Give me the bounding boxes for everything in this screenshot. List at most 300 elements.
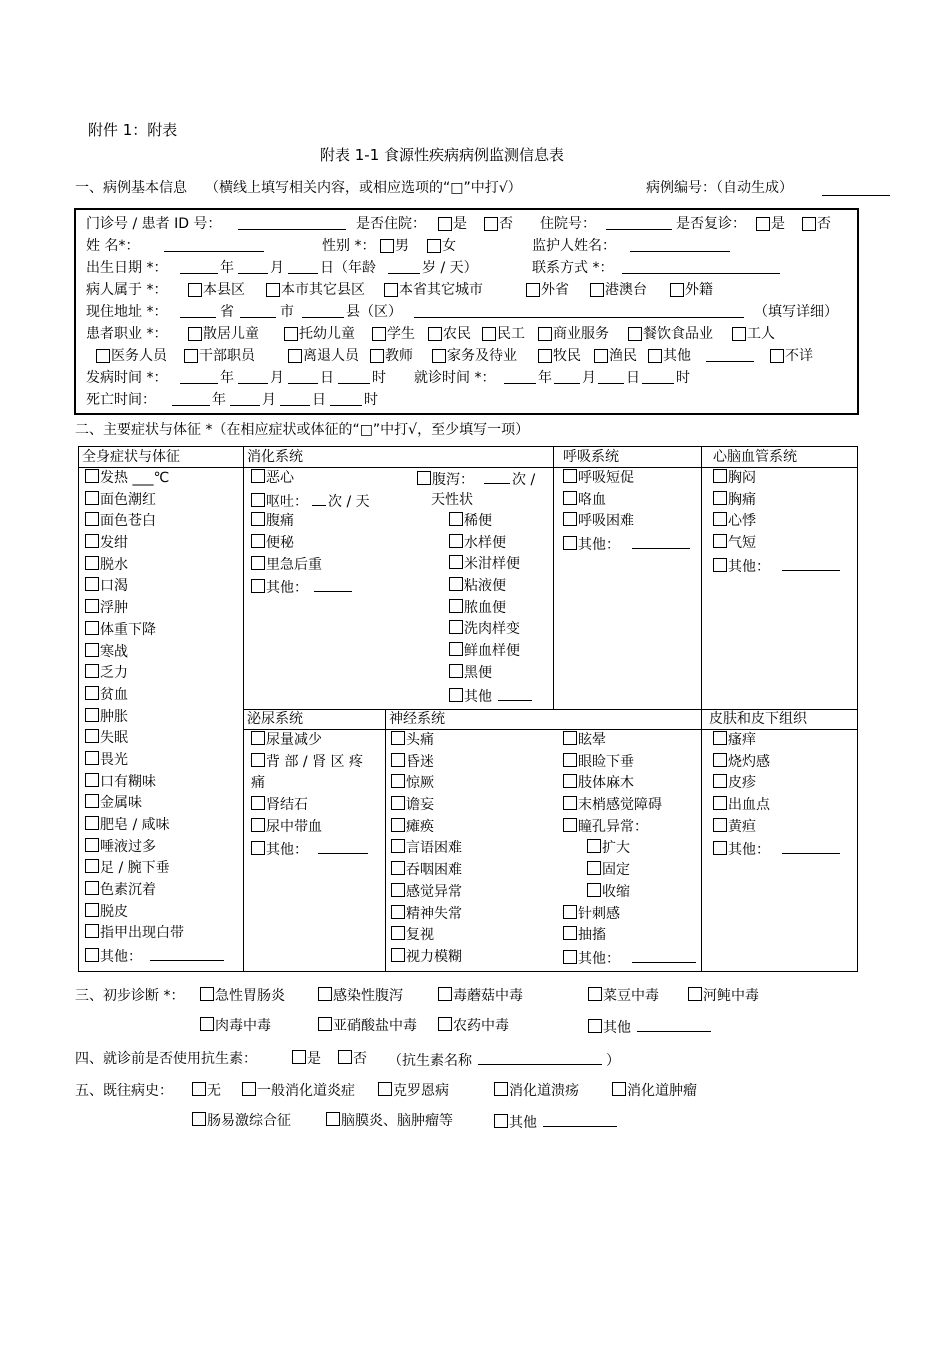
- history-other-field[interactable]: [543, 1111, 617, 1127]
- birth-month-field[interactable]: [238, 258, 268, 274]
- occupation-label-item: 商业服务: [553, 326, 609, 342]
- symptom-checkbox[interactable]: [449, 620, 463, 634]
- symptom-checkbox[interactable]: [587, 861, 601, 875]
- symptom-checkbox[interactable]: [85, 816, 99, 830]
- symptom-checkbox[interactable]: [85, 794, 99, 808]
- symptom-label: 精神失常: [406, 905, 462, 922]
- symptom-item: [449, 554, 532, 576]
- symptom-checkbox[interactable]: [85, 751, 99, 765]
- occupation-checkbox[interactable]: [370, 349, 384, 363]
- symptom-checkbox[interactable]: [85, 859, 99, 873]
- symptom-checkbox[interactable]: [713, 796, 727, 810]
- symptom-label: 其他：: [728, 842, 770, 859]
- occupation-checkbox[interactable]: [482, 327, 496, 341]
- history-option: [326, 1111, 453, 1131]
- address-city-field[interactable]: [240, 302, 276, 318]
- symptom-item: [251, 730, 368, 752]
- symptom-checkbox[interactable]: [563, 950, 577, 964]
- symptom-checkbox[interactable]: [391, 774, 405, 788]
- symptom-checkbox[interactable]: [85, 708, 99, 722]
- visit-hour-field[interactable]: [642, 368, 674, 384]
- symptom-checkbox[interactable]: [85, 621, 99, 635]
- symptoms-table: [78, 446, 858, 972]
- visit-day-unit: 日: [626, 370, 640, 386]
- symptom-label: 寒战: [100, 643, 128, 660]
- symptom-label: 稀便: [464, 513, 492, 529]
- birth-year-field[interactable]: [180, 258, 218, 274]
- diagnosis-option: [200, 1016, 271, 1036]
- symptom-label: 感觉异常: [406, 883, 462, 900]
- symptom-item: [391, 947, 462, 969]
- symptom-item: [251, 817, 368, 839]
- occupation-checkbox[interactable]: [288, 349, 302, 363]
- symptom-label: 体重下降: [100, 621, 156, 638]
- symptom-item: [713, 511, 840, 533]
- occupation-checkbox[interactable]: [372, 327, 386, 341]
- visit-hour-unit: 时: [676, 370, 690, 386]
- sex-male-checkbox[interactable]: [380, 239, 394, 253]
- symptom-checkbox[interactable]: [391, 905, 405, 919]
- symptom-checkbox[interactable]: [391, 948, 405, 962]
- section1-heading: 一、病例基本信息: [75, 180, 187, 196]
- symptom-checkbox[interactable]: [563, 469, 577, 483]
- symptom-item: [449, 685, 532, 707]
- residency-opt-label: 本省其它城市: [399, 282, 483, 298]
- urinary-other-field[interactable]: [318, 838, 368, 854]
- visit-year-field[interactable]: [504, 368, 536, 384]
- symptom-checkbox[interactable]: [587, 839, 601, 853]
- antibiotic-name-field[interactable]: [478, 1049, 602, 1065]
- antibiotic-yes-checkbox[interactable]: [292, 1050, 306, 1064]
- occupation-checkbox[interactable]: [188, 327, 202, 341]
- symptom-label: 其他：: [266, 580, 308, 597]
- diagnosis-checkbox[interactable]: [438, 1017, 452, 1031]
- diagnosis-option: [688, 986, 759, 1006]
- contact-field[interactable]: [622, 258, 780, 274]
- symptom-item: [563, 533, 690, 555]
- symptom-checkbox[interactable]: [563, 536, 577, 550]
- history-checkbox[interactable]: [192, 1112, 206, 1126]
- residency-opt-checkbox[interactable]: [266, 283, 280, 297]
- revisit-no-checkbox[interactable]: [802, 217, 816, 231]
- diagnosis-label: 菜豆中毒: [603, 988, 659, 1004]
- death-year-field[interactable]: [172, 390, 210, 406]
- occupation-checkbox[interactable]: [432, 349, 446, 363]
- symptom-checkbox[interactable]: [85, 664, 99, 678]
- sex-male-label: 男: [395, 238, 409, 254]
- symptom-checkbox[interactable]: [85, 643, 99, 657]
- symptom-checkbox[interactable]: [449, 688, 463, 702]
- symptom-item: [391, 730, 462, 752]
- symptom-label: 其他: [464, 688, 492, 705]
- history-checkbox[interactable]: [242, 1082, 256, 1096]
- symptom-item: [251, 795, 368, 817]
- symptom-item: [85, 576, 224, 598]
- symptom-checkbox[interactable]: [713, 512, 727, 526]
- occupation-label-item: 工人: [747, 326, 775, 342]
- hospitalized-no-label: 否: [499, 216, 513, 232]
- symptom-checkbox[interactable]: [391, 818, 405, 832]
- sex-female-checkbox[interactable]: [427, 239, 441, 253]
- symptom-checkbox[interactable]: [449, 555, 463, 569]
- section4-heading: 四、就诊前是否使用抗生素：: [75, 1051, 257, 1067]
- symptom-label: 里急后重: [266, 556, 322, 573]
- respiratory-other-field[interactable]: [632, 533, 690, 549]
- address-province-unit: 省: [220, 304, 234, 320]
- symptom-checkbox[interactable]: [391, 731, 405, 745]
- symptom-checkbox[interactable]: [251, 512, 265, 526]
- history-checkbox[interactable]: [612, 1082, 626, 1096]
- diagnosis-option: [200, 986, 285, 1006]
- address-province-field[interactable]: [180, 302, 216, 318]
- onset-label: 发病时间 *：: [86, 370, 168, 386]
- address-county-field[interactable]: [302, 302, 344, 318]
- symptom-checkbox[interactable]: [85, 773, 99, 787]
- symptom-label: 瞳孔异常：: [578, 818, 648, 835]
- death-day-field[interactable]: [280, 390, 310, 406]
- occupation-label-item: 餐饮食品业: [643, 326, 713, 342]
- grid-line: [385, 709, 386, 971]
- symptom-label: 固定: [602, 862, 630, 879]
- occupation-checkbox[interactable]: [594, 349, 608, 363]
- diarrhea-count-field[interactable]: [484, 468, 510, 484]
- onset-year-field[interactable]: [180, 368, 218, 384]
- history-checkbox[interactable]: [494, 1082, 508, 1096]
- symptom-checkbox[interactable]: [563, 512, 577, 526]
- hospitalized-yes-label: 是: [453, 216, 467, 232]
- symptom-label: 其他：: [266, 842, 308, 859]
- diagnosis-checkbox[interactable]: [318, 987, 332, 1001]
- residency-opt-checkbox[interactable]: [384, 283, 398, 297]
- digestive-other-field[interactable]: [314, 576, 352, 592]
- occupation-label-item: 离退人员: [303, 348, 359, 364]
- diagnosis-option: [438, 1016, 509, 1036]
- symptom-item: [391, 882, 462, 904]
- occupation-other-field[interactable]: [706, 346, 754, 362]
- attachment-label: 附件 1：附表: [88, 121, 178, 139]
- symptom-item: [85, 707, 224, 729]
- symptom-checkbox[interactable]: [85, 948, 99, 962]
- diagnosis-checkbox[interactable]: [688, 987, 702, 1001]
- residency-opt-checkbox[interactable]: [670, 283, 684, 297]
- antibiotic-no-checkbox[interactable]: [338, 1050, 352, 1064]
- symptom-item: [449, 598, 532, 620]
- symptom-checkbox[interactable]: [449, 512, 463, 526]
- symptom-checkbox[interactable]: [391, 839, 405, 853]
- symptom-checkbox[interactable]: [563, 491, 577, 505]
- symptom-checkbox[interactable]: [85, 512, 99, 526]
- case-number-label: 病例编号：（自动生成）: [646, 180, 793, 196]
- symptom-item: [449, 619, 532, 641]
- symptom-checkbox[interactable]: [449, 534, 463, 548]
- symptom-checkbox[interactable]: [251, 731, 265, 745]
- revisit-yes-checkbox[interactable]: [756, 217, 770, 231]
- symptom-checkbox[interactable]: [713, 558, 727, 572]
- history-option: [612, 1081, 697, 1101]
- history-checkbox[interactable]: [378, 1082, 392, 1096]
- death-hour-field[interactable]: [330, 390, 362, 406]
- symptom-label: 惊厥: [406, 775, 434, 792]
- cardio-other-field[interactable]: [782, 555, 840, 571]
- symptom-checkbox[interactable]: [85, 599, 99, 613]
- symptom-checkbox[interactable]: [713, 753, 727, 767]
- hospital-number-field[interactable]: [606, 214, 672, 230]
- occupation-unknown-checkbox[interactable]: [770, 349, 784, 363]
- symptom-checkbox[interactable]: [251, 818, 265, 832]
- symptom-label: 米泔样便: [464, 556, 520, 573]
- antibiotic-name-close: ）: [606, 1053, 620, 1069]
- birth-day-field[interactable]: [288, 258, 318, 274]
- symptom-label: 发绀: [100, 535, 128, 552]
- occupation-label-item: 农民: [443, 326, 471, 342]
- symptom-checkbox[interactable]: [85, 491, 99, 505]
- onset-day-field[interactable]: [288, 368, 318, 384]
- symptom-checkbox[interactable]: [563, 774, 577, 788]
- revisit-yes-label: 是: [771, 216, 785, 232]
- death-month-field[interactable]: [230, 390, 260, 406]
- symptom-label: 粘液便: [464, 578, 506, 595]
- symptom-item: [85, 511, 224, 533]
- occupation-checkbox[interactable]: [284, 327, 298, 341]
- onset-month-field[interactable]: [238, 368, 268, 384]
- revisit-no-label: 否: [817, 216, 831, 232]
- history-option: [192, 1081, 221, 1101]
- occupation-label-item: 民工: [497, 326, 525, 342]
- symptom-label: 黑便: [464, 664, 492, 681]
- diagnosis-checkbox[interactable]: [588, 1019, 602, 1033]
- symptom-checkbox[interactable]: [563, 818, 577, 832]
- diagnosis-other-field[interactable]: [637, 1016, 711, 1032]
- symptom-item: [713, 817, 840, 839]
- name-field[interactable]: [164, 236, 264, 252]
- symptom-checkbox[interactable]: [713, 469, 727, 483]
- symptom-checkbox[interactable]: [251, 556, 265, 570]
- birth-label: 出生日期 *：: [86, 260, 168, 276]
- symptom-checkbox[interactable]: [449, 599, 463, 613]
- onset-day-unit: 日: [320, 370, 334, 386]
- symptom-checkbox[interactable]: [563, 753, 577, 767]
- visit-day-field[interactable]: [598, 368, 624, 384]
- general-list: [85, 468, 224, 967]
- symptom-label: 口渴: [100, 578, 128, 595]
- history-checkbox[interactable]: [326, 1112, 340, 1126]
- diagnosis-checkbox[interactable]: [438, 987, 452, 1001]
- history-checkbox[interactable]: [494, 1114, 508, 1128]
- symptom-label: 复视: [406, 927, 434, 944]
- symptom-checkbox[interactable]: [713, 731, 727, 745]
- symptom-item: [563, 490, 690, 512]
- nervous-other-field[interactable]: [632, 947, 696, 963]
- symptom-item: [251, 838, 368, 860]
- diagnosis-checkbox[interactable]: [318, 1017, 332, 1031]
- symptom-checkbox[interactable]: [391, 883, 405, 897]
- occupation-checkbox[interactable]: [628, 327, 642, 341]
- symptom-checkbox[interactable]: [713, 774, 727, 788]
- symptom-label: 呼吸困难: [578, 513, 634, 530]
- symptom-checkbox[interactable]: [563, 926, 577, 940]
- symptom-checkbox[interactable]: [587, 883, 601, 897]
- symptom-checkbox[interactable]: [251, 534, 265, 548]
- symptom-checkbox[interactable]: [85, 469, 99, 483]
- symptom-item: [85, 923, 224, 945]
- hospitalized-no-checkbox[interactable]: [484, 217, 498, 231]
- onset-year-unit: 年: [220, 370, 234, 386]
- symptom-label: 瘙痒: [728, 732, 756, 748]
- diagnosis-checkbox[interactable]: [200, 1017, 214, 1031]
- symptom-label: 头痛: [406, 732, 434, 748]
- address-detail-field[interactable]: [414, 302, 744, 318]
- diagnosis-option: [588, 986, 659, 1006]
- basic-info-box: [74, 208, 859, 415]
- symptom-label: 畏光: [100, 751, 128, 768]
- respiratory-header: 呼吸系统: [563, 449, 619, 465]
- symptom-checkbox[interactable]: [563, 796, 577, 810]
- symptom-item: [85, 642, 224, 664]
- diagnosis-label: 亚硝酸盐中毒: [333, 1018, 417, 1034]
- vomit-count-field[interactable]: [312, 490, 326, 506]
- occupation-label-item: 教师: [385, 348, 413, 364]
- symptom-checkbox[interactable]: [449, 664, 463, 678]
- symptom-checkbox[interactable]: [391, 861, 405, 875]
- symptom-label: 吞咽困难: [406, 862, 462, 879]
- symptom-item: [563, 947, 696, 969]
- death-year-unit: 年: [212, 392, 226, 408]
- antibiotic-name-label: （抗生素名称: [388, 1053, 472, 1069]
- residency-opt-label: 港澳台: [605, 282, 647, 298]
- symptom-checkbox[interactable]: [251, 579, 265, 593]
- diagnosis-checkbox[interactable]: [588, 987, 602, 1001]
- symptom-checkbox[interactable]: [251, 841, 265, 855]
- occupation-label-item: 牧民: [553, 348, 581, 364]
- symptom-label: 气短: [728, 535, 756, 552]
- symptom-checkbox[interactable]: [563, 905, 577, 919]
- symptom-checkbox[interactable]: [85, 903, 99, 917]
- symptom-label: 面色潮红: [100, 491, 156, 508]
- symptom-label: 指甲出现白带: [100, 925, 184, 942]
- visit-month-field[interactable]: [554, 368, 580, 384]
- history-label: 消化道肿瘤: [627, 1083, 697, 1099]
- symptom-checkbox[interactable]: [563, 731, 577, 745]
- symptom-checkbox[interactable]: [391, 926, 405, 940]
- occupation-checkbox[interactable]: [648, 349, 662, 363]
- symptom-item: [85, 490, 224, 512]
- symptom-checkbox[interactable]: [85, 686, 99, 700]
- symptom-checkbox[interactable]: [391, 796, 405, 810]
- symptom-item: [85, 620, 224, 642]
- residency-opt-checkbox[interactable]: [526, 283, 540, 297]
- symptom-checkbox[interactable]: [713, 818, 727, 832]
- symptom-label: 视力模糊: [406, 948, 462, 965]
- symptom-checkbox[interactable]: [391, 753, 405, 767]
- symptom-checkbox[interactable]: [251, 753, 265, 767]
- occupation-checkbox[interactable]: [732, 327, 746, 341]
- symptom-label: 贫血: [100, 686, 128, 703]
- section1-note: （横线上填写相关内容，或相应选项的“□”中打√）: [205, 180, 522, 196]
- diagnosis-label: 河鲀中毒: [703, 988, 759, 1004]
- symptom-item: [85, 945, 224, 967]
- symptom-checkbox[interactable]: [449, 642, 463, 656]
- occupation-checkbox[interactable]: [428, 327, 442, 341]
- age-field[interactable]: [388, 258, 420, 274]
- diagnosis-option: [318, 986, 403, 1006]
- symptom-checkbox[interactable]: [85, 577, 99, 591]
- symptom-item: [713, 773, 840, 795]
- symptom-item: [251, 468, 370, 490]
- symptom-label: 失眠: [100, 730, 128, 747]
- symptom-label: 烧灼感: [728, 753, 770, 770]
- residency-opt-checkbox[interactable]: [188, 283, 202, 297]
- symptom-item: [563, 838, 696, 860]
- diagnosis-checkbox[interactable]: [200, 987, 214, 1001]
- onset-hour-unit: 时: [372, 370, 386, 386]
- occupation-checkbox[interactable]: [538, 349, 552, 363]
- symptom-item: [85, 468, 224, 490]
- case-number-field[interactable]: [822, 180, 890, 196]
- onset-month-unit: 月: [270, 370, 284, 386]
- symptom-item: [391, 838, 462, 860]
- symptom-checkbox[interactable]: [85, 534, 99, 548]
- symptom-checkbox[interactable]: [85, 881, 99, 895]
- symptom-label: 昏迷: [406, 753, 434, 770]
- guardian-field[interactable]: [630, 236, 730, 252]
- symptom-item: [85, 858, 224, 880]
- symptom-label: 肾结石: [266, 797, 308, 814]
- symptom-item: [391, 817, 462, 839]
- symptom-checkbox[interactable]: [449, 577, 463, 591]
- residency-opt-label: 本市其它县区: [281, 282, 365, 298]
- symptom-item: [85, 880, 224, 902]
- occupation-checkbox[interactable]: [184, 349, 198, 363]
- patient-id-field[interactable]: [238, 214, 346, 230]
- symptom-label: 唾液过多: [100, 838, 156, 855]
- symptom-checkbox[interactable]: [85, 556, 99, 570]
- skin-other-field[interactable]: [782, 838, 840, 854]
- history-label: 消化道溃疡: [509, 1083, 579, 1099]
- history-checkbox[interactable]: [192, 1082, 206, 1096]
- hospitalized-yes-checkbox[interactable]: [438, 217, 452, 231]
- occupation-checkbox[interactable]: [538, 327, 552, 341]
- symptom-label: 针刺感: [578, 905, 620, 922]
- general-other-field[interactable]: [150, 945, 224, 961]
- stool-other-field[interactable]: [498, 685, 532, 701]
- sex-label: 性别 *：: [322, 238, 376, 254]
- occupation-label: 患者职业 *：: [86, 326, 168, 342]
- guardian-label: 监护人姓名：: [532, 238, 616, 254]
- symptom-item: [85, 728, 224, 750]
- symptom-checkbox[interactable]: [85, 924, 99, 938]
- symptom-item: [391, 752, 462, 774]
- occupation-checkbox[interactable]: [96, 349, 110, 363]
- sex-female-label: 女: [442, 238, 456, 254]
- symptom-checkbox[interactable]: [713, 841, 727, 855]
- onset-hour-field[interactable]: [338, 368, 370, 384]
- symptom-item: [85, 902, 224, 924]
- occupation-label-item: 学生: [387, 326, 415, 342]
- residency-opt-label: 外省: [541, 282, 569, 298]
- death-label: 死亡时间：: [86, 392, 156, 408]
- symptom-checkbox[interactable]: [713, 491, 727, 505]
- symptom-checkbox[interactable]: [85, 838, 99, 852]
- history-option: [494, 1081, 579, 1101]
- symptom-checkbox[interactable]: [251, 493, 265, 507]
- symptom-checkbox[interactable]: [251, 469, 265, 483]
- symptom-checkbox[interactable]: [85, 729, 99, 743]
- symptom-checkbox[interactable]: [713, 534, 727, 548]
- symptom-checkbox[interactable]: [251, 796, 265, 810]
- diarrhea-checkbox[interactable]: [417, 471, 431, 485]
- residency-opt-checkbox[interactable]: [590, 283, 604, 297]
- symptom-label: 发热 ___℃: [100, 470, 170, 486]
